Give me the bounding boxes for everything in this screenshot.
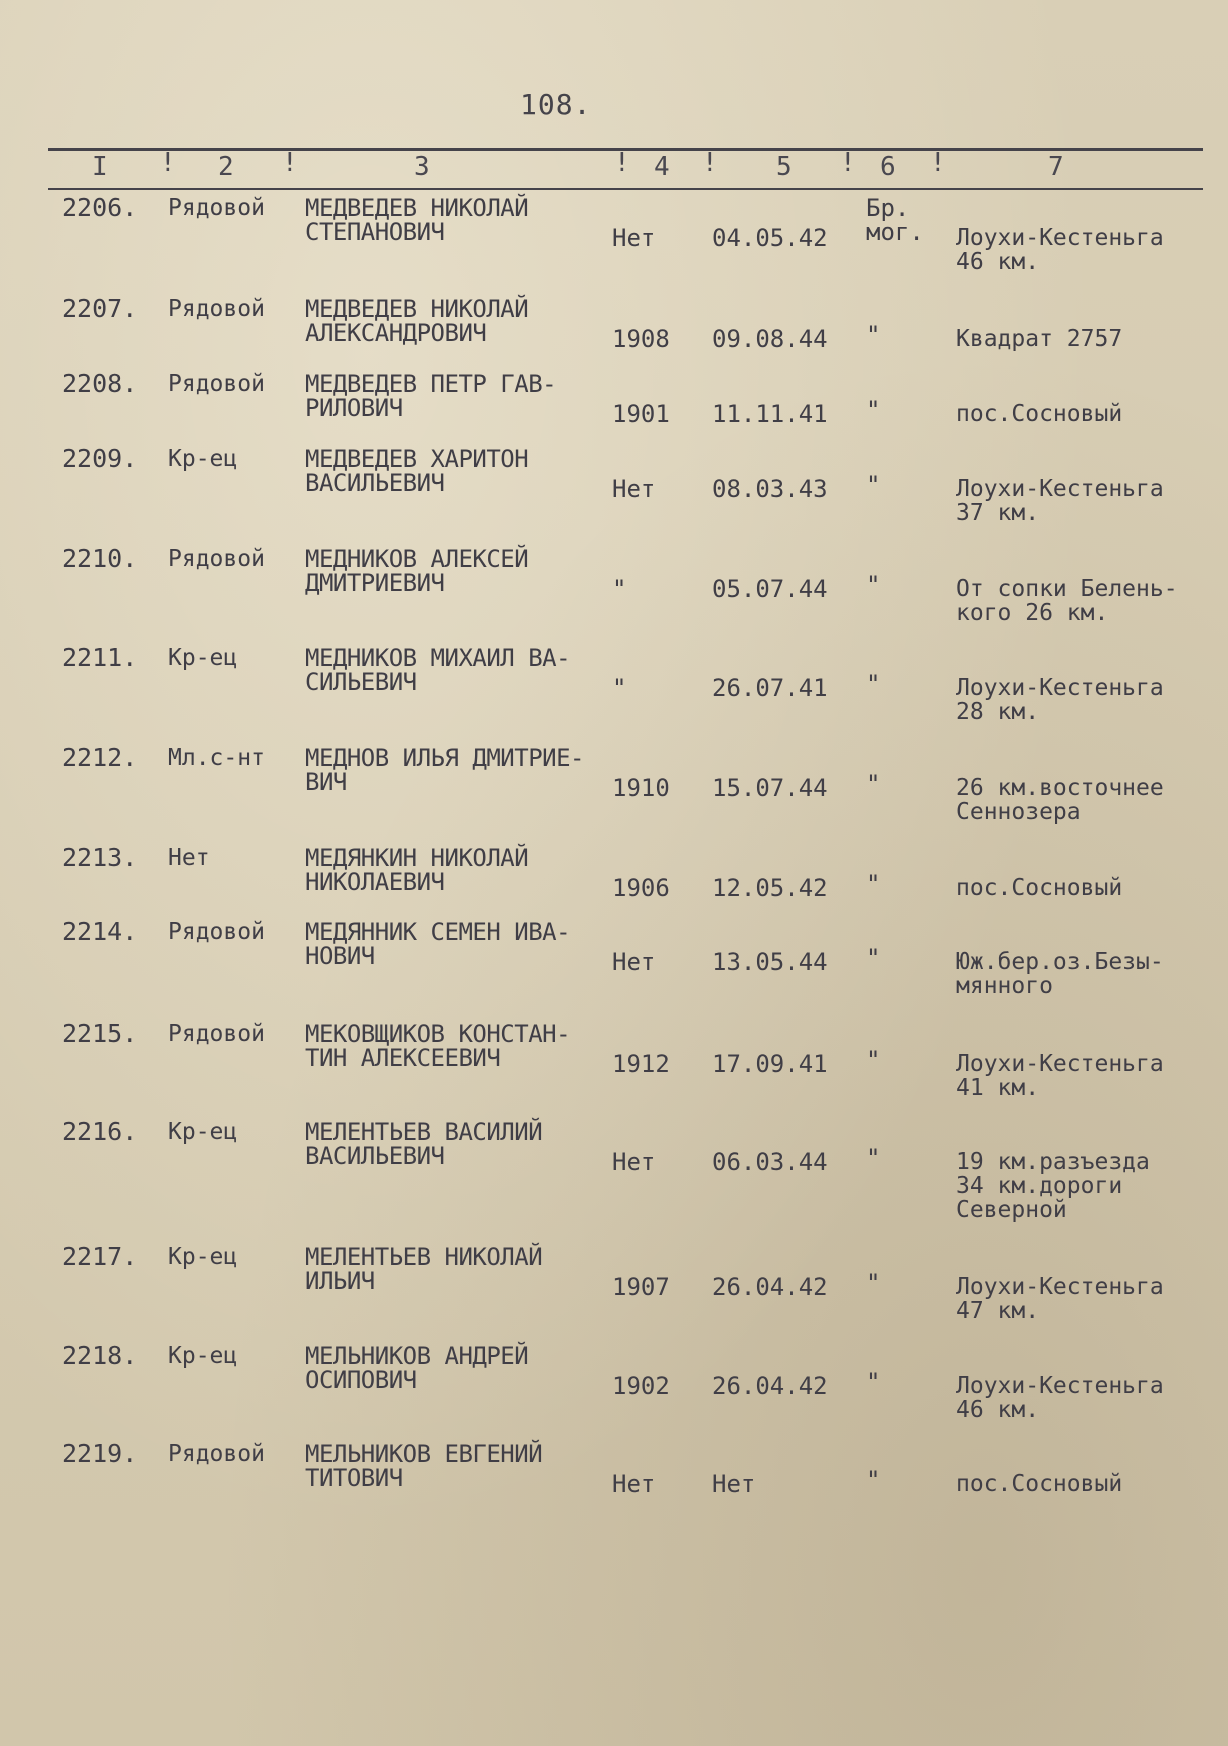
place-line: пос.Сосновый [956, 875, 1123, 901]
name-cell [305, 646, 570, 694]
entry-number: 2211. [62, 643, 138, 672]
burial-type-cell: " [866, 396, 881, 424]
birth-year-cell: " [612, 674, 627, 702]
column-header-7: 7 [1048, 152, 1064, 182]
death-date-cell: 05.07.44 [712, 575, 828, 603]
place-line: Лоухи-Кестеньга [956, 225, 1164, 251]
name-cell [305, 746, 584, 794]
place-line: Лоухи-Кестеньга [956, 675, 1164, 701]
entry-number: 2207. [62, 294, 138, 323]
burial-type-cell: " [866, 1046, 881, 1074]
death-date-cell: 15.07.44 [712, 774, 828, 802]
name-line: МЕЛЬНИКОВ АНДРЕЙ [305, 1342, 529, 1370]
name-line: ТИТОВИЧ [305, 1464, 403, 1492]
place-line: Лоухи-Кестеньга [956, 1051, 1164, 1077]
header-bottom-rule [48, 188, 1203, 190]
column-header-5: 5 [776, 152, 792, 182]
place-line: 46 км. [956, 249, 1040, 275]
birth-year-cell: Нет [612, 475, 656, 503]
name-line: МЕДВЕДЕВ ПЕТР ГАВ- [305, 370, 557, 398]
burial-type-cell: " [866, 1466, 881, 1494]
rank-cell: Кр-ец [168, 1343, 238, 1369]
name-cell [305, 1245, 542, 1293]
birth-year-cell: 1901 [612, 400, 670, 428]
burial-type-cell: Бр. мог. [866, 194, 924, 246]
place-line: 26 км.восточнее [956, 775, 1164, 801]
name-line: МЕДВЕДЕВ ХАРИТОН [305, 445, 529, 473]
rank-cell: Рядовой [168, 546, 265, 572]
burial-place-cell [956, 1275, 1164, 1323]
place-line: 46 км. [956, 1397, 1040, 1423]
column-header-1: I [92, 152, 108, 182]
name-line: МЕЛЕНТЬЕВ НИКОЛАЙ [305, 1243, 543, 1271]
name-cell [305, 196, 528, 244]
place-line: пос.Сосновый [956, 1471, 1123, 1497]
burial-type-cell: " [866, 1368, 881, 1396]
name-cell [305, 1442, 542, 1490]
burial-place-cell [956, 776, 1164, 824]
burial-type-cell: " [866, 321, 881, 349]
burial-place-cell [956, 577, 1178, 625]
place-line: От сопки Белень- [956, 576, 1178, 602]
name-cell [305, 1344, 528, 1392]
place-line: 28 км. [956, 699, 1040, 725]
entry-number: 2208. [62, 369, 138, 398]
death-date-cell: 26.07.41 [712, 674, 828, 702]
name-line: МЕДНОВ ИЛЬЯ ДМИТРИЕ- [305, 744, 584, 772]
column-header-4: 4 [654, 152, 670, 182]
burial-place-cell [956, 1472, 1122, 1496]
name-line: ТИН АЛЕКСЕЕВИЧ [305, 1044, 501, 1072]
place-line: 37 км. [956, 500, 1040, 526]
name-line: ИЛЬИЧ [305, 1267, 375, 1295]
name-cell [305, 920, 570, 968]
death-date-cell: 12.05.42 [712, 874, 828, 902]
place-line: 47 км. [956, 1298, 1040, 1324]
column-header-3: 3 [414, 152, 430, 182]
death-date-cell: 26.04.42 [712, 1273, 828, 1301]
name-line: МЕДНИКОВ МИХАИЛ ВА- [305, 644, 571, 672]
name-cell [305, 547, 528, 595]
name-line: МЕДВЕДЕВ НИКОЛАЙ [305, 295, 529, 323]
birth-year-cell: Нет [612, 1148, 656, 1176]
name-line: РИЛОВИЧ [305, 394, 403, 422]
name-line: МЕЛЬНИКОВ ЕВГЕНИЙ [305, 1440, 543, 1468]
entry-number: 2206. [62, 193, 138, 222]
burial-type-cell: " [866, 571, 881, 599]
column-header-6: 6 [880, 152, 896, 182]
entry-number: 2218. [62, 1341, 138, 1370]
burial-place-cell [956, 477, 1164, 525]
entry-number: 2217. [62, 1242, 138, 1271]
rank-cell: Рядовой [168, 1441, 265, 1467]
burial-type-cell: " [866, 870, 881, 898]
column-separator: ! [282, 148, 298, 178]
birth-year-cell: 1906 [612, 874, 670, 902]
death-date-cell: 13.05.44 [712, 948, 828, 976]
rank-cell: Кр-ец [168, 1119, 238, 1145]
entry-number: 2215. [62, 1019, 138, 1048]
place-line: мянного [956, 973, 1053, 999]
birth-year-cell: 1910 [612, 774, 670, 802]
entry-number: 2212. [62, 743, 138, 772]
death-date-cell: 26.04.42 [712, 1372, 828, 1400]
entry-number: 2213. [62, 843, 138, 872]
place-line: 34 км.дороги [956, 1173, 1123, 1199]
column-separator: ! [160, 148, 176, 178]
place-line: Лоухи-Кестеньга [956, 1373, 1164, 1399]
column-separator: ! [702, 148, 718, 178]
death-date-cell: 06.03.44 [712, 1148, 828, 1176]
burial-place-cell [956, 327, 1122, 351]
column-separator: ! [930, 148, 946, 178]
rank-cell: Кр-ец [168, 1244, 238, 1270]
name-cell [305, 1120, 542, 1168]
place-line: Квадрат 2757 [956, 326, 1123, 352]
burial-place-cell [956, 1374, 1164, 1422]
name-line: ВИЧ [305, 768, 347, 796]
column-header-2: 2 [218, 152, 234, 182]
name-cell [305, 297, 528, 345]
birth-year-cell: Нет [612, 1470, 656, 1498]
place-line: Лоухи-Кестеньга [956, 476, 1164, 502]
place-line: кого 26 км. [956, 600, 1109, 626]
name-line: НИКОЛАЕВИЧ [305, 868, 445, 896]
name-line: АЛЕКСАНДРОВИЧ [305, 319, 487, 347]
burial-place-cell [956, 950, 1164, 998]
burial-type-cell: " [866, 471, 881, 499]
birth-year-cell: Нет [612, 948, 656, 976]
name-cell [305, 846, 528, 894]
name-line: МЕДЯНКИН НИКОЛАЙ [305, 844, 529, 872]
place-line: 41 км. [956, 1075, 1040, 1101]
burial-type-cell: " [866, 770, 881, 798]
name-line: МЕДНИКОВ АЛЕКСЕЙ [305, 545, 529, 573]
death-date-cell: 11.11.41 [712, 400, 828, 428]
name-line: ДМИТРИЕВИЧ [305, 569, 445, 597]
entry-number: 2214. [62, 917, 138, 946]
place-line: Сеннозера [956, 799, 1081, 825]
place-line: Северной [956, 1197, 1067, 1223]
place-line: Лоухи-Кестеньга [956, 1274, 1164, 1300]
place-line: 19 км.разъезда [956, 1149, 1150, 1175]
birth-year-cell: 1902 [612, 1372, 670, 1400]
rank-cell: Кр-ец [168, 645, 238, 671]
entry-number: 2219. [62, 1439, 138, 1468]
burial-place-cell [956, 676, 1164, 724]
burial-place-cell [956, 226, 1164, 274]
burial-type-cell: " [866, 670, 881, 698]
burial-place-cell [956, 1052, 1164, 1100]
column-separator: ! [614, 148, 630, 178]
name-line: НОВИЧ [305, 942, 375, 970]
death-date-cell: Нет [712, 1470, 756, 1498]
death-date-cell: 17.09.41 [712, 1050, 828, 1078]
name-line: ВАСИЛЬЕВИЧ [305, 1142, 445, 1170]
burial-type-cell: " [866, 1269, 881, 1297]
rank-cell: Нет [168, 845, 210, 871]
death-date-cell: 08.03.43 [712, 475, 828, 503]
place-line: пос.Сосновый [956, 401, 1123, 427]
place-line: Юж.бер.оз.Безы- [956, 949, 1164, 975]
name-line: МЕКОВЩИКОВ КОНСТАН- [305, 1020, 571, 1048]
birth-year-cell: 1912 [612, 1050, 670, 1078]
page-number: 108. [520, 88, 592, 121]
birth-year-cell: Нет [612, 224, 656, 252]
name-line: ВАСИЛЬЕВИЧ [305, 469, 445, 497]
name-cell [305, 372, 556, 420]
name-line: МЕДЯННИК СЕМЕН ИВА- [305, 918, 571, 946]
burial-place-cell [956, 876, 1122, 900]
rank-cell: Рядовой [168, 919, 265, 945]
birth-year-cell: 1908 [612, 325, 670, 353]
entry-number: 2209. [62, 444, 138, 473]
name-line: СИЛЬЕВИЧ [305, 668, 417, 696]
name-line: ОСИПОВИЧ [305, 1366, 417, 1394]
rank-cell: Рядовой [168, 195, 265, 221]
rank-cell: Кр-ец [168, 446, 238, 472]
name-cell [305, 447, 528, 495]
name-cell [305, 1022, 570, 1070]
name-line: СТЕПАНОВИЧ [305, 218, 445, 246]
entry-number: 2210. [62, 544, 138, 573]
burial-type-cell: " [866, 944, 881, 972]
column-separator: ! [840, 148, 856, 178]
rank-cell: Мл.с-нт [168, 745, 265, 771]
burial-place-cell [956, 1150, 1150, 1222]
burial-type-cell: " [866, 1144, 881, 1172]
rank-cell: Рядовой [168, 296, 265, 322]
birth-year-cell: " [612, 575, 627, 603]
name-line: МЕДВЕДЕВ НИКОЛАЙ [305, 194, 529, 222]
name-line: МЕЛЕНТЬЕВ ВАСИЛИЙ [305, 1118, 543, 1146]
burial-place-cell [956, 402, 1122, 426]
birth-year-cell: 1907 [612, 1273, 670, 1301]
death-date-cell: 09.08.44 [712, 325, 828, 353]
rank-cell: Рядовой [168, 1021, 265, 1047]
rank-cell: Рядовой [168, 371, 265, 397]
death-date-cell: 04.05.42 [712, 224, 828, 252]
entry-number: 2216. [62, 1117, 138, 1146]
